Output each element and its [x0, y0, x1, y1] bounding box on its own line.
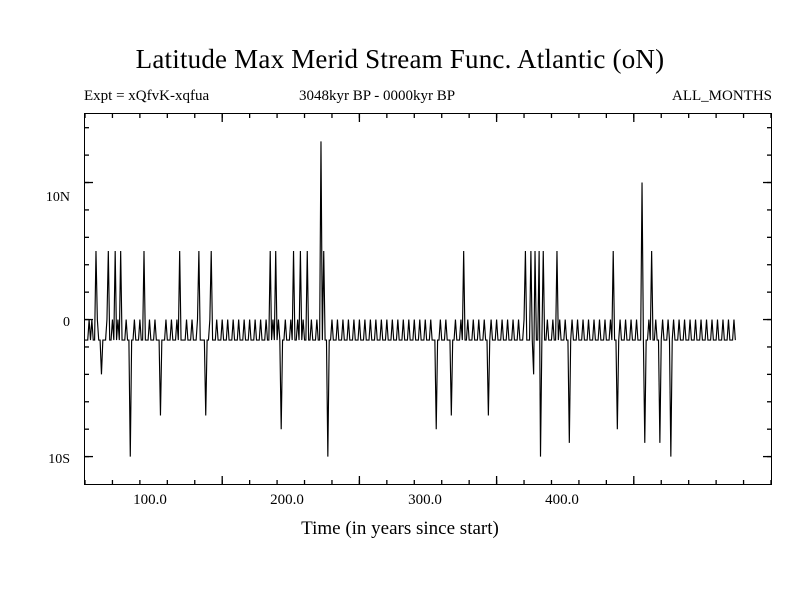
x-tick-label-400: 400.0: [545, 492, 579, 508]
x-tick-label-300: 300.0: [408, 492, 442, 508]
x-tick-label-200: 200.0: [270, 492, 304, 508]
subtitle-row: [84, 88, 772, 108]
x-axis-title: Time (in years since start): [301, 518, 499, 539]
axis-ticks: [85, 114, 771, 484]
period-label: 3048kyr BP - 0000kyr BP: [299, 88, 456, 104]
months-label: ALL_MONTHS: [672, 88, 772, 104]
plot-svg: [85, 114, 771, 484]
y-tick-label-10N: 10N: [45, 190, 70, 205]
y-tick-label-0: 0: [63, 315, 70, 330]
x-tick-label-100: 100.0: [133, 492, 167, 508]
chart-title: Latitude Max Merid Stream Func. Atlantic (oN): [135, 44, 665, 74]
y-tick-label-10S: 10S: [48, 452, 70, 467]
plot-area: [84, 113, 772, 485]
data-series-line: [85, 141, 735, 456]
experiment-label: Expt = xQfvK-xqfua: [84, 88, 210, 104]
